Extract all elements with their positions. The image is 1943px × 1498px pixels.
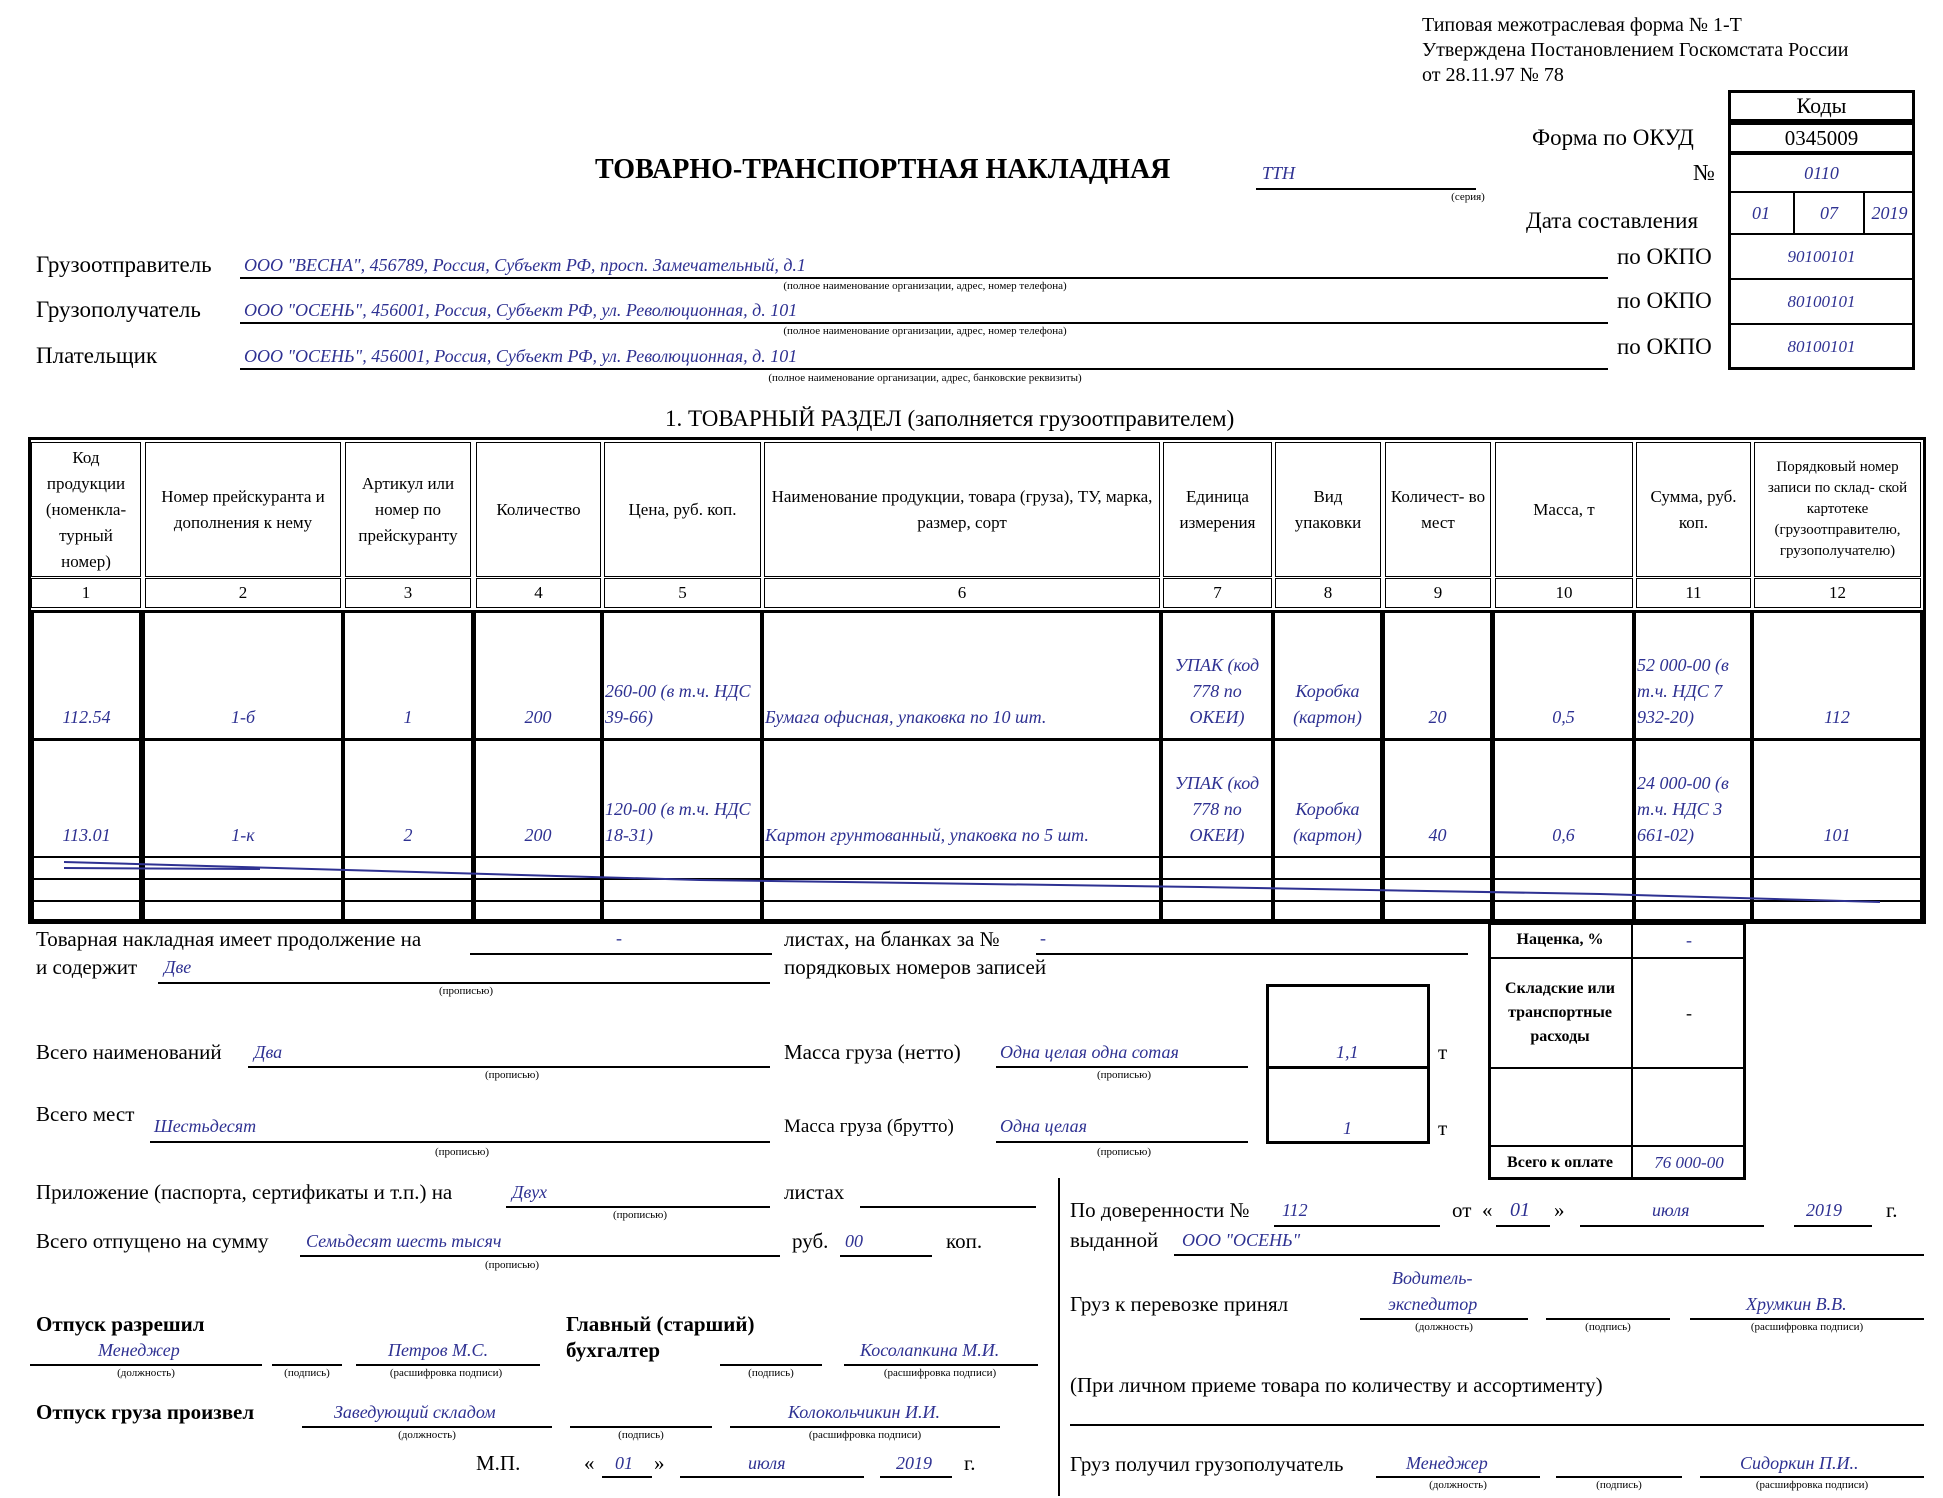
contains-underline bbox=[158, 982, 770, 984]
accepted-name-hint: (расшифровка подписи) bbox=[1750, 1321, 1864, 1333]
forms-underline bbox=[1036, 953, 1468, 955]
form-approval-line-2: Утверждена Постановлением Госкомстата России bbox=[1422, 39, 1849, 61]
col-header-1: Код продукции (номенкла- турный номер) bbox=[31, 442, 141, 577]
consignee-value[interactable]: ООО "ОСЕНЬ", 456001, Россия, Субъект РФ, ул. Революционная, д. 101 bbox=[244, 300, 798, 320]
release-date-year[interactable]: 2019 bbox=[896, 1453, 932, 1473]
cell-places[interactable]: 20 bbox=[1428, 707, 1447, 727]
cell-price[interactable]: 120-00 (в т.ч. НДС 18-31) bbox=[605, 799, 751, 845]
received-position-hint: (должность) bbox=[1429, 1479, 1487, 1491]
net-hint: (прописью) bbox=[1096, 1069, 1152, 1081]
date-close-quote: » bbox=[654, 1451, 665, 1475]
cell-code[interactable]: 112.54 bbox=[62, 707, 111, 727]
proxy-from-label: от bbox=[1452, 1198, 1472, 1222]
payer-label: Плательщик bbox=[36, 343, 158, 368]
date-year-code[interactable]: 2019 bbox=[1864, 192, 1915, 234]
document-title: ТОВАРНО-ТРАНСПОРТНАЯ НАКЛАДНАЯ bbox=[595, 154, 1171, 185]
date-day-code[interactable]: 01 bbox=[1728, 192, 1794, 234]
release-date-day-underline bbox=[602, 1476, 652, 1478]
gross-label: Масса груза (брутто) bbox=[784, 1116, 954, 1137]
col-number-5: 5 bbox=[604, 578, 761, 608]
date-label: Дата составления bbox=[1526, 208, 1699, 233]
continuation-value[interactable]: - bbox=[616, 928, 622, 948]
proxy-month-underline bbox=[1580, 1225, 1764, 1227]
accountant-label-1: Главный (старший) bbox=[566, 1312, 755, 1336]
okud-label: Форма по ОКУД bbox=[1532, 125, 1694, 150]
accountant-name-underline bbox=[844, 1364, 1038, 1366]
mp-label: М.П. bbox=[476, 1451, 521, 1475]
cell-price[interactable]: 260-00 (в т.ч. НДС 39-66) bbox=[605, 681, 751, 727]
col-header-11: Сумма, руб. коп. bbox=[1636, 442, 1751, 577]
proxy-open-quote: « bbox=[1482, 1198, 1493, 1222]
accepted-position-underline bbox=[1360, 1318, 1528, 1320]
gross-value[interactable]: Одна целая bbox=[1000, 1116, 1087, 1136]
personal-note-underline bbox=[1070, 1424, 1924, 1426]
total-places-hint: (прописью) bbox=[434, 1146, 490, 1158]
release-position-underline bbox=[30, 1364, 262, 1366]
contains-hint: (прописью) bbox=[438, 985, 494, 997]
warehouse-label: Складские или транспортные расходы bbox=[1488, 958, 1632, 1068]
release-date-day[interactable]: 01 bbox=[615, 1453, 633, 1473]
cell-mass[interactable]: 0,6 bbox=[1552, 825, 1575, 845]
received-name-underline bbox=[1700, 1476, 1924, 1478]
col-header-12: Порядковый номер записи по склад- ской картотеке (грузоотправителю, грузополучателю) bbox=[1754, 442, 1921, 577]
released-value[interactable]: Семьдесят шесть тысяч bbox=[306, 1231, 502, 1251]
series-value[interactable]: ТТН bbox=[1262, 163, 1296, 183]
col-number-10: 10 bbox=[1495, 578, 1633, 608]
net-underline bbox=[996, 1066, 1248, 1068]
attachment-sheets-label: листах bbox=[784, 1180, 845, 1204]
col-header-3: Артикул или номер по прейскуранту bbox=[345, 442, 471, 577]
cell-sum[interactable]: 24 000-00 (в т.ч. НДС 3 661-02) bbox=[1637, 773, 1729, 845]
release-position-value[interactable]: Менеджер bbox=[98, 1340, 180, 1360]
blank-cell bbox=[1488, 1068, 1632, 1146]
proxy-day[interactable]: 01 bbox=[1510, 1199, 1530, 1221]
release-made-position-underline bbox=[302, 1426, 552, 1428]
release-date-year-suffix: г. bbox=[964, 1451, 976, 1475]
release-made-name-value[interactable]: Колокольчикин И.И. bbox=[788, 1402, 940, 1422]
release-made-position-hint: (должность) bbox=[398, 1429, 456, 1441]
net-unit: т bbox=[1438, 1040, 1448, 1064]
number-label: № bbox=[1693, 160, 1715, 185]
accepted-signature-hint: (подпись) bbox=[1585, 1321, 1631, 1333]
cell-sum[interactable]: 52 000-00 (в т.ч. НДС 7 932-20) bbox=[1637, 655, 1729, 727]
total-places-underline bbox=[150, 1141, 770, 1143]
release-date-month-underline bbox=[680, 1476, 864, 1478]
received-label: Груз получил грузополучатель bbox=[1070, 1452, 1344, 1476]
proxy-year-underline bbox=[1794, 1225, 1872, 1227]
issued-value[interactable]: ООО "ОСЕНЬ" bbox=[1182, 1230, 1301, 1250]
cell-quantity[interactable]: 200 bbox=[524, 825, 552, 845]
consignee-label: Грузополучатель bbox=[36, 297, 201, 322]
number-code[interactable]: 0110 bbox=[1728, 154, 1915, 192]
proxy-number-underline bbox=[1274, 1225, 1440, 1227]
total-places-value[interactable]: Шестьдесят bbox=[154, 1116, 257, 1136]
date-open-quote: « bbox=[584, 1451, 595, 1475]
gross-underline bbox=[996, 1141, 1248, 1143]
shipper-hint: (полное наименование организации, адрес, номер телефона) bbox=[783, 280, 1067, 292]
attachment-sheets-underline bbox=[860, 1206, 1036, 1208]
okpo-label-payer: по ОКПО bbox=[1617, 334, 1712, 359]
release-position-hint: (должность) bbox=[117, 1367, 175, 1379]
col-number-3: 3 bbox=[345, 578, 471, 608]
attachment-label: Приложение (паспорта, сертификаты и т.п.) на bbox=[36, 1180, 453, 1204]
total-names-value[interactable]: Два bbox=[254, 1042, 283, 1062]
release-name-hint: (расшифровка подписи) bbox=[389, 1367, 503, 1379]
consignee-hint: (полное наименование организации, адрес, номер телефона) bbox=[783, 325, 1067, 337]
sheets-label: листах, на бланках за № bbox=[784, 927, 1000, 951]
warehouse-value[interactable]: - bbox=[1632, 958, 1746, 1068]
shipper-label: Грузоотправитель bbox=[36, 252, 212, 277]
markup-label: Наценка, % bbox=[1488, 922, 1632, 958]
col-number-2: 2 bbox=[145, 578, 341, 608]
shipper-value[interactable]: ООО "ВЕСНА", 456789, Россия, Субъект РФ, просп. Замечательный, д.1 bbox=[244, 255, 806, 275]
released-underline bbox=[300, 1255, 780, 1257]
cell-price-list[interactable]: 1-б bbox=[230, 707, 256, 727]
cell-product-name[interactable]: Бумага офисная, упаковка по 10 шт. bbox=[765, 707, 1047, 727]
net-box-value[interactable]: 1,1 bbox=[1336, 1042, 1359, 1062]
col-number-4: 4 bbox=[476, 578, 601, 608]
received-name[interactable]: Сидоркин П.И.. bbox=[1740, 1453, 1859, 1473]
received-name-hint: (расшифровка подписи) bbox=[1755, 1479, 1869, 1491]
cell-mass[interactable]: 0,5 bbox=[1552, 707, 1575, 727]
proxy-year-suffix: г. bbox=[1886, 1198, 1898, 1222]
release-made-position-value[interactable]: Заведующий складом bbox=[334, 1402, 496, 1422]
forms-value[interactable]: - bbox=[1040, 928, 1046, 948]
gross-hint: (прописью) bbox=[1096, 1146, 1152, 1158]
issued-label: выданной bbox=[1070, 1228, 1159, 1252]
release-allowed-label: Отпуск разрешил bbox=[36, 1312, 205, 1336]
proxy-day-underline bbox=[1496, 1225, 1550, 1227]
proxy-month[interactable]: июля bbox=[1652, 1200, 1690, 1220]
codes-header: Коды bbox=[1728, 90, 1915, 122]
release-date-month[interactable]: июля bbox=[748, 1453, 786, 1473]
col-number-8: 8 bbox=[1275, 578, 1381, 608]
rub-label: руб. bbox=[792, 1229, 829, 1253]
date-month-code[interactable]: 07 bbox=[1794, 192, 1864, 234]
release-made-name-hint: (расшифровка подписи) bbox=[808, 1429, 922, 1441]
proxy-label: По доверенности № bbox=[1070, 1198, 1250, 1222]
cell-places[interactable]: 40 bbox=[1428, 825, 1447, 845]
continuation-label: Товарная накладная имеет продолжение на bbox=[36, 927, 422, 951]
total-places-label: Всего мест bbox=[36, 1102, 135, 1126]
col-number-11: 11 bbox=[1636, 578, 1751, 608]
total-value[interactable]: 76 000-00 bbox=[1632, 1146, 1746, 1180]
col-header-4: Количество bbox=[476, 442, 601, 577]
release-signature-hint: (подпись) bbox=[284, 1367, 330, 1379]
released-label: Всего отпущено на сумму bbox=[36, 1229, 269, 1253]
accepted-name-underline bbox=[1690, 1318, 1924, 1320]
cell-quantity[interactable]: 200 bbox=[524, 707, 552, 727]
attachment-value[interactable]: Двух bbox=[512, 1182, 548, 1202]
gross-box-value[interactable]: 1 bbox=[1343, 1118, 1352, 1138]
accepted-position-hint: (должность) bbox=[1415, 1321, 1473, 1333]
form-approval-line-3: от 28.11.97 № 78 bbox=[1422, 64, 1564, 86]
continuation-underline bbox=[470, 953, 772, 955]
accountant-label-2: бухгалтер bbox=[566, 1338, 661, 1362]
col-header-2: Номер прейскуранта и дополнения к нему bbox=[145, 442, 341, 577]
received-position[interactable]: Менеджер bbox=[1406, 1453, 1488, 1473]
accountant-signature-hint: (подпись) bbox=[748, 1367, 794, 1379]
accepted-name[interactable]: Хрумкин В.В. bbox=[1746, 1294, 1847, 1314]
net-label: Масса груза (нетто) bbox=[784, 1040, 961, 1064]
release-made-name-underline bbox=[730, 1426, 1000, 1428]
section-title: 1. ТОВАРНЫЙ РАЗДЕЛ (заполняется грузоотправителем) bbox=[665, 406, 1235, 431]
col-header-10: Масса, т bbox=[1495, 442, 1633, 577]
col-header-7: Единица измерения bbox=[1163, 442, 1272, 577]
accepted-signature-underline bbox=[1546, 1318, 1670, 1320]
release-made-signature-underline bbox=[570, 1426, 712, 1428]
total-names-label: Всего наименований bbox=[36, 1040, 222, 1064]
cell-code[interactable]: 113.01 bbox=[62, 825, 111, 845]
okud-code: 0345009 bbox=[1728, 122, 1915, 154]
records-label: порядковых номеров записей bbox=[784, 955, 1047, 979]
col-header-9: Количест- во мест bbox=[1385, 442, 1491, 577]
cell-package[interactable]: Коробка (картон) bbox=[1293, 799, 1362, 845]
accepted-position-1[interactable]: Водитель- bbox=[1392, 1268, 1473, 1288]
section-divider bbox=[1058, 1178, 1060, 1496]
cell-unit[interactable]: УПАК (код 778 по ОКЕИ) bbox=[1174, 655, 1260, 727]
proxy-year[interactable]: 2019 bbox=[1806, 1200, 1842, 1220]
contains-value[interactable]: Две bbox=[164, 957, 192, 977]
gross-unit: т bbox=[1438, 1116, 1448, 1140]
cell-record-number[interactable]: 112 bbox=[1824, 707, 1850, 727]
col-number-9: 9 bbox=[1385, 578, 1491, 608]
cell-price-list[interactable]: 1-к bbox=[231, 825, 255, 845]
release-made-label: Отпуск груза произвел bbox=[36, 1400, 255, 1424]
col-header-5: Цена, руб. коп. bbox=[604, 442, 761, 577]
col-header-8: Вид упаковки bbox=[1275, 442, 1381, 577]
okpo-consignee-code[interactable]: 80100101 bbox=[1728, 279, 1915, 324]
cell-article[interactable]: 2 bbox=[403, 825, 413, 845]
col-number-7: 7 bbox=[1163, 578, 1272, 608]
okpo-label-shipper: по ОКПО bbox=[1617, 244, 1712, 269]
series-hint: (серия) bbox=[1451, 191, 1485, 203]
proxy-number[interactable]: 112 bbox=[1282, 1200, 1308, 1220]
total-label: Всего к оплате bbox=[1488, 1146, 1632, 1180]
okpo-payer-code[interactable]: 80100101 bbox=[1728, 324, 1915, 370]
cell-article[interactable]: 1 bbox=[403, 707, 413, 727]
cell-unit[interactable]: УПАК (код 778 по ОКЕИ) bbox=[1174, 773, 1260, 845]
attachment-underline bbox=[506, 1206, 770, 1208]
net-value[interactable]: Одна целая одна сотая bbox=[1000, 1042, 1179, 1062]
form-approval-line-1: Типовая межотраслевая форма № 1-Т bbox=[1422, 14, 1742, 36]
contains-label: и содержит bbox=[36, 955, 138, 979]
release-made-signature-hint: (подпись) bbox=[618, 1429, 664, 1441]
accepted-position-2[interactable]: экспедитор bbox=[1388, 1294, 1478, 1314]
payer-hint: (полное наименование организации, адрес, банковские реквизиты) bbox=[768, 372, 1082, 384]
received-signature-underline bbox=[1556, 1476, 1682, 1478]
release-name-underline bbox=[356, 1364, 540, 1366]
attachment-hint: (прописью) bbox=[612, 1209, 668, 1221]
accountant-name-value[interactable]: Косолапкина М.И. bbox=[860, 1340, 1000, 1360]
col-number-1: 1 bbox=[31, 578, 141, 608]
proxy-close-quote: » bbox=[1554, 1198, 1565, 1222]
total-names-underline bbox=[248, 1066, 770, 1068]
received-signature-hint: (подпись) bbox=[1596, 1479, 1642, 1491]
cell-product-name[interactable]: Картон грунтованный, упаковка по 5 шт. bbox=[765, 825, 1089, 845]
accountant-name-hint: (расшифровка подписи) bbox=[883, 1367, 997, 1379]
release-signature-underline bbox=[272, 1364, 342, 1366]
accepted-label: Груз к перевозке принял bbox=[1070, 1292, 1289, 1316]
total-names-hint: (прописью) bbox=[484, 1069, 540, 1081]
kop-underline bbox=[840, 1255, 932, 1257]
payer-value[interactable]: ООО "ОСЕНЬ", 456001, Россия, Субъект РФ, ул. Революционная, д. 101 bbox=[244, 346, 798, 366]
okpo-shipper-code[interactable]: 90100101 bbox=[1728, 234, 1915, 279]
issued-underline bbox=[1174, 1254, 1924, 1256]
accountant-signature-underline bbox=[720, 1364, 822, 1366]
personal-note: (При личном приеме товара по количеству и ассортименту) bbox=[1070, 1373, 1603, 1397]
kop-label: коп. bbox=[946, 1229, 983, 1253]
cell-record-number[interactable]: 101 bbox=[1823, 825, 1851, 845]
released-hint: (прописью) bbox=[484, 1259, 540, 1271]
cell-package[interactable]: Коробка (картон) bbox=[1293, 681, 1362, 727]
kop-value[interactable]: 00 bbox=[845, 1231, 863, 1251]
col-number-6: 6 bbox=[764, 578, 1160, 608]
blank-cell bbox=[1632, 1068, 1746, 1146]
received-position-underline bbox=[1376, 1476, 1540, 1478]
markup-value[interactable]: - bbox=[1632, 922, 1746, 958]
release-date-year-underline bbox=[880, 1476, 952, 1478]
okpo-label-consignee: по ОКПО bbox=[1617, 288, 1712, 313]
col-number-12: 12 bbox=[1754, 578, 1921, 608]
col-header-6: Наименование продукции, товара (груза), ТУ, марка, размер, сорт bbox=[764, 442, 1160, 577]
release-name-value[interactable]: Петров М.С. bbox=[388, 1340, 489, 1360]
